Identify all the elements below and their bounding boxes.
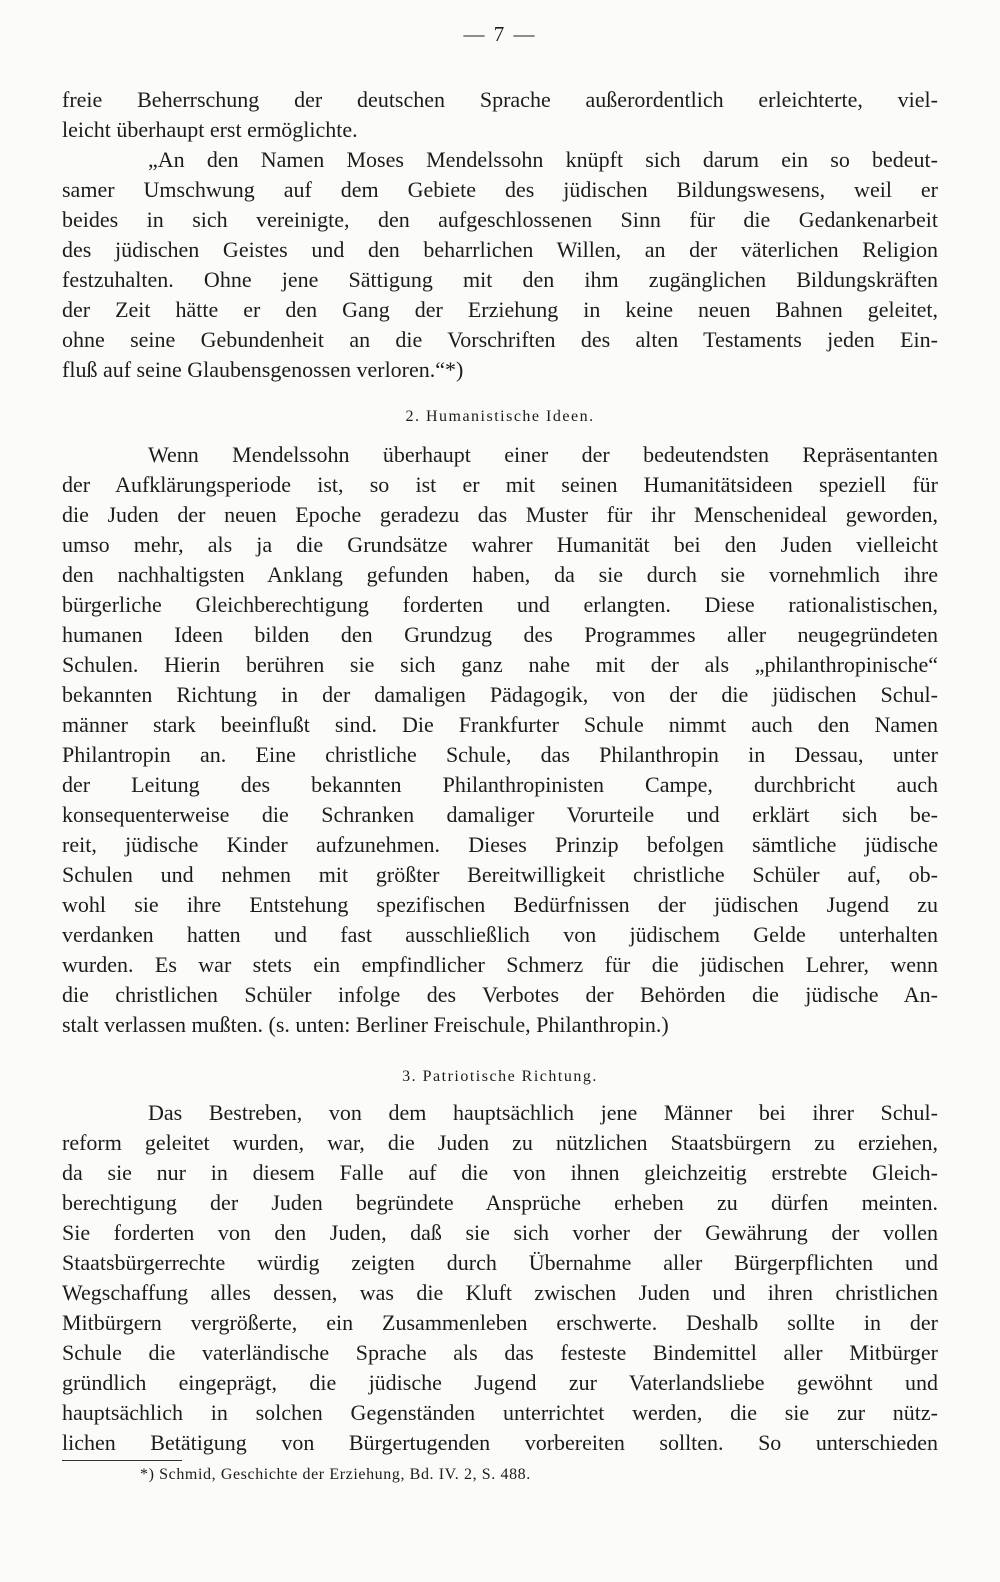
paragraph-3-line: die christlichen Schüler infolge des Verbotes der Behörden die jüdische An-: [62, 982, 938, 1007]
paragraph-2-line: des jüdischen Geistes und den beharrlichen Willen, an der väterlichen Religion: [62, 237, 938, 262]
paragraph-4-line: hauptsächlich in solchen Gegenständen unterrichtet werden, die sie zur nütz-: [62, 1400, 938, 1425]
paragraph-4-line: Schule die vaterländische Sprache als das festeste Bindemittel aller Mitbürger: [62, 1340, 938, 1365]
paragraph-4-line: berechtigung der Juden begründete Ansprüche erheben zu dürfen meinten.: [62, 1190, 938, 1215]
paragraph-4-line: Wegschaffung alles dessen, was die Kluft zwischen Juden und ihren christlichen: [62, 1280, 938, 1305]
footnote-rule: [62, 1460, 182, 1461]
paragraph-3-line: humanen Ideen bilden den Grundzug des Programmes aller neugegründeten: [62, 622, 938, 647]
paragraph-4-line: Mitbürgern vergrößerte, ein Zusammenleben erschwerte. Deshalb sollte in der: [62, 1310, 938, 1335]
paragraph-3-line: Schulen. Hierin berühren sie sich ganz nahe mit der als „philanthropinische“: [62, 652, 938, 677]
paragraph-4-line: gründlich eingeprägt, die jüdische Jugend zur Vaterlandsliebe gewöhnt und: [62, 1370, 938, 1395]
paragraph-4: [62, 1098, 938, 1458]
paragraph-4-line: da sie nur in diesem Falle auf die von ihnen gleichzeitig erstrebte Gleich-: [62, 1160, 938, 1185]
paragraph-4-line: reform geleitet wurden, war, die Juden zu nützlichen Staatsbürgern zu erziehen,: [62, 1130, 938, 1155]
paragraph-3-line: wohl sie ihre Entstehung spezifischen Bedürfnissen der jüdischen Jugend zu: [62, 892, 938, 917]
paragraph-3-line: stalt verlassen mußten. (s. unten: Berliner Freischule, Philanthropin.): [62, 1012, 669, 1037]
paragraph-3-line: bürgerliche Gleichberechtigung forderten und erlangten. Diese rationalistischen,: [62, 592, 938, 617]
footnote: *) Schmid, Geschichte der Erziehung, Bd. IV. 2, S. 488.: [140, 1466, 531, 1483]
paragraph-2: [62, 145, 938, 385]
paragraph-4-line: lichen Betätigung von Bürgertugenden vorbereiten sollten. So unterschieden: [62, 1430, 938, 1455]
paragraph-3: [62, 440, 938, 1040]
paragraph-3-line: Wenn Mendelssohn überhaupt einer der bedeutendsten Repräsentanten: [148, 442, 938, 467]
paragraph-1-line: freie Beherrschung der deutschen Sprache außerordentlich erleichterte, viel-: [62, 87, 938, 112]
paragraph-3-line: männer stark beeinflußt sind. Die Frankfurter Schule nimmt auch den Namen: [62, 712, 938, 737]
paragraph-3-line: konsequenterweise die Schranken damaliger Vorurteile und erklärt sich be-: [62, 802, 938, 827]
paragraph-4-line: Staatsbürgerrechte würdig zeigten durch Übernahme aller Bürgerpflichten und: [62, 1250, 938, 1275]
paragraph-3-line: Philantropin an. Eine christliche Schule, das Philanthropin in Dessau, unter: [62, 742, 938, 767]
paragraph-3-line: verdanken hatten und fast ausschließlich von jüdischem Gelde unterhalten: [62, 922, 938, 947]
paragraph-2-line: fluß auf seine Glaubensgenossen verloren.“*): [62, 357, 464, 382]
paragraph-1: [62, 85, 938, 145]
paragraph-3-line: umso mehr, als ja die Grundsätze wahrer Humanität bei den Juden vielleicht: [62, 532, 938, 557]
paragraph-3-line: bekannten Richtung in der damaligen Pädagogik, von der die jüdischen Schul-: [62, 682, 938, 707]
paragraph-2-line: der Zeit hätte er den Gang der Erziehung in keine neuen Bahnen geleitet,: [62, 297, 938, 322]
section-heading-3: 3. Patriotische Richtung.: [402, 1068, 598, 1085]
paragraph-3-line: der Leitung des bekannten Philanthropinisten Campe, durchbricht auch: [62, 772, 938, 797]
paragraph-4-line: Sie forderten von den Juden, daß sie sich vorher der Gewährung der vollen: [62, 1220, 938, 1245]
paragraph-2-line: ohne seine Gebundenheit an die Vorschriften des alten Testaments jeden Ein-: [62, 327, 938, 352]
paragraph-4-line: Das Bestreben, von dem hauptsächlich jene Männer bei ihrer Schul-: [148, 1100, 938, 1125]
paragraph-2-line: samer Umschwung auf dem Gebiete des jüdischen Bildungswesens, weil er: [62, 177, 938, 202]
page-number: — 7 —: [463, 22, 537, 46]
paragraph-2-line: festzuhalten. Ohne jene Sättigung mit den ihm zugänglichen Bildungskräften: [62, 267, 938, 292]
paragraph-3-line: die Juden der neuen Epoche geradezu das Muster für ihr Menschenideal geworden,: [62, 502, 938, 527]
paragraph-3-line: reit, jüdische Kinder aufzunehmen. Dieses Prinzip befolgen sämtliche jüdische: [62, 832, 938, 857]
section-heading-2: 2. Humanistische Ideen.: [405, 408, 595, 425]
paragraph-3-line: der Aufklärungsperiode ist, so ist er mit seinen Humanitätsideen speziell für: [62, 472, 938, 497]
paragraph-2-line: „An den Namen Moses Mendelssohn knüpft sich darum ein so bedeut-: [148, 147, 938, 172]
paragraph-3-line: den nachhaltigsten Anklang gefunden haben, da sie durch sie vornehmlich ihre: [62, 562, 938, 587]
paragraph-3-line: Schulen und nehmen mit größter Bereitwilligkeit christliche Schüler auf, ob-: [62, 862, 938, 887]
paragraph-3-line: wurden. Es war stets ein empfindlicher Schmerz für die jüdischen Lehrer, wenn: [62, 952, 938, 977]
paragraph-1-line: leicht überhaupt erst ermöglichte.: [62, 117, 358, 142]
paragraph-2-line: beides in sich vereinigte, den aufgeschlossenen Sinn für die Gedankenarbeit: [62, 207, 938, 232]
